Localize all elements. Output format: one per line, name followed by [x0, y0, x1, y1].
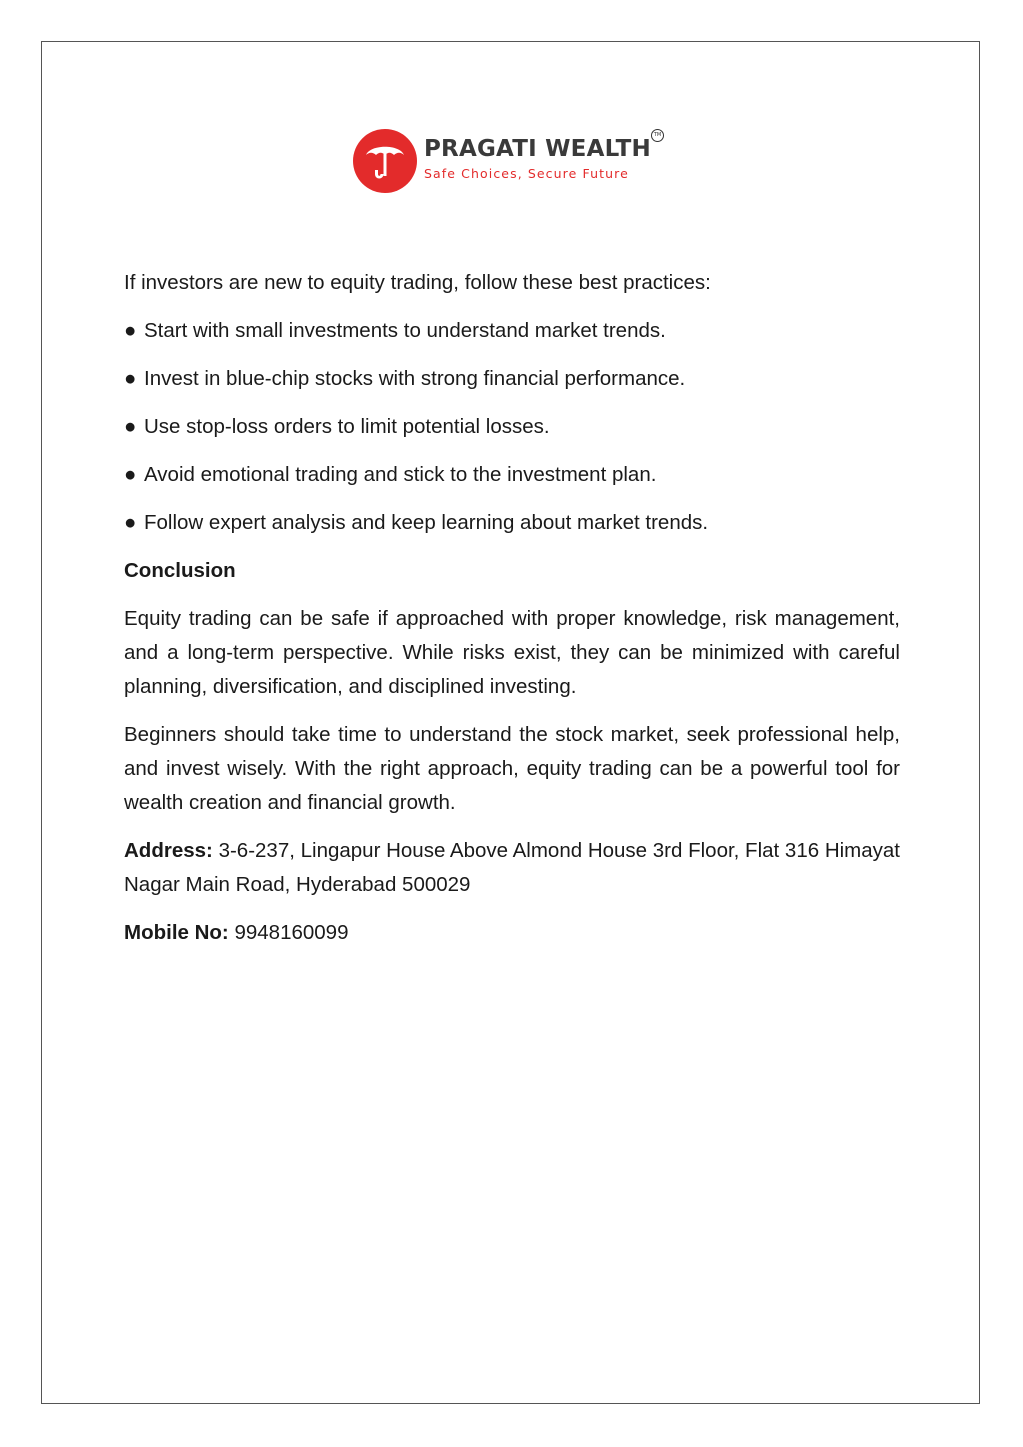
conclusion-paragraph: Equity trading can be safe if approached with proper knowledge, risk management, and a long-term perspective. While risks exist, they can be minimized with careful planning, diversification, and disciplined investing. [124, 607, 900, 698]
intro-paragraph: If investors are new to equity trading, follow these best practices: [124, 271, 711, 294]
list-item-text: Avoid emotional trading and stick to the investment plan. [144, 463, 657, 486]
trademark-icon: TM [651, 129, 664, 142]
document-body [124, 266, 900, 964]
list-item-text: Follow expert analysis and keep learning about market trends. [144, 511, 709, 534]
list-item [124, 458, 900, 492]
bullet-icon: ● [124, 463, 137, 486]
list-item-text: Use stop-loss orders to limit potential losses. [144, 415, 550, 438]
mobile-block [124, 916, 900, 950]
bullet-icon: ● [124, 367, 137, 390]
bullet-icon: ● [124, 511, 137, 534]
brand-logo [352, 126, 672, 198]
address-value: 3-6-237, Lingapur House Above Almond House 3rd Floor, Flat 316 Himayat Nagar Main Road, Hyderabad 500029 [124, 839, 901, 896]
brand-tagline: Safe Choices, Secure Future [424, 166, 629, 181]
list-item [124, 506, 900, 540]
conclusion-heading: Conclusion [124, 559, 236, 582]
umbrella-logo-icon [352, 128, 418, 194]
bullet-icon: ● [124, 319, 137, 342]
brand-name: PRAGATI WEALTH [424, 136, 651, 162]
address-block [124, 834, 900, 902]
list-item [124, 314, 900, 348]
conclusion-paragraph: Beginners should take time to understand the stock market, seek professional help, and invest wisely. With the right approach, equity trading can be a powerful tool for wealth creation and financial growth. [124, 723, 900, 814]
list-item-text: Start with small investments to understand market trends. [144, 319, 666, 342]
best-practices-list [124, 314, 900, 540]
list-item-text: Invest in blue-chip stocks with strong financial performance. [144, 367, 686, 390]
mobile-value: 9948160099 [234, 921, 349, 944]
bullet-icon: ● [124, 415, 137, 438]
address-label: Address: [124, 839, 213, 862]
list-item [124, 362, 900, 396]
list-item [124, 410, 900, 444]
mobile-label: Mobile No: [124, 921, 229, 944]
